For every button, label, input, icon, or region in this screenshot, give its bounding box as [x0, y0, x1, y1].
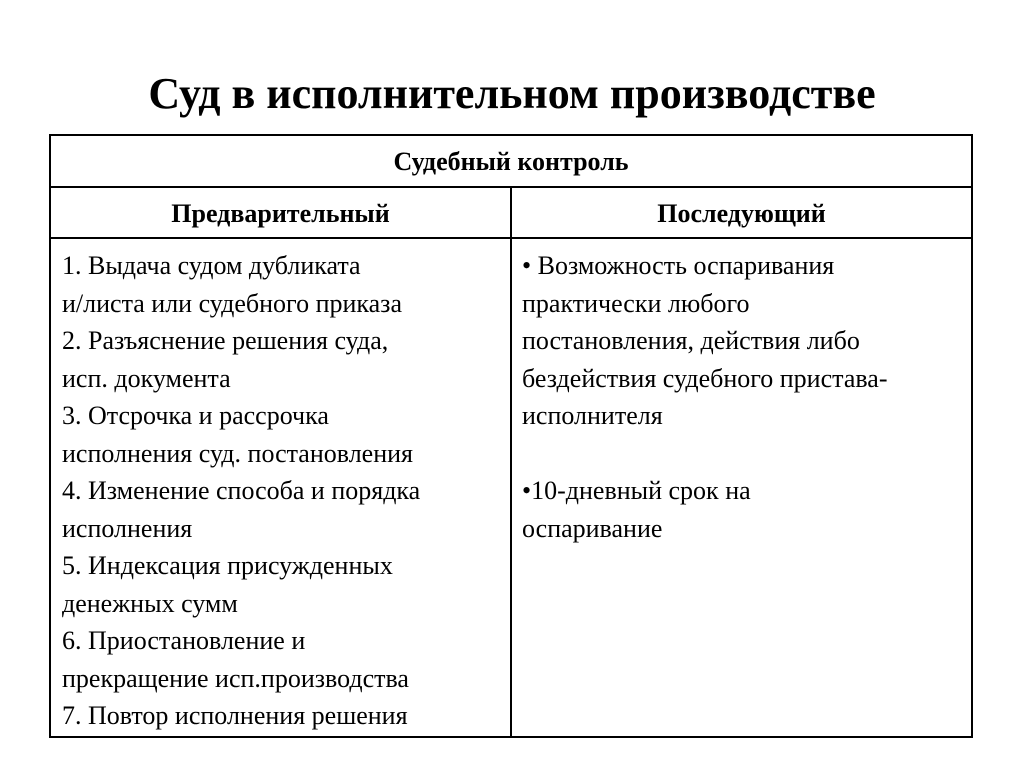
list-item: бездействия судебного пристава- [522, 363, 888, 393]
list-item: и/листа или судебного приказа [62, 288, 402, 318]
list-item: 4. Изменение способа и порядка [62, 476, 421, 505]
preliminary-cell [51, 239, 512, 736]
spacer [522, 435, 971, 473]
list-item: 7. Повтор исполнения решения [62, 701, 408, 730]
list-item: 5. Индексация присужденных [62, 551, 393, 580]
list-item: исполнения суд. постановления [62, 438, 413, 468]
list-item: постановления, действия либо [522, 326, 860, 355]
judicial-control-table [49, 134, 973, 738]
list-item: •10-дневный срок на [522, 476, 751, 505]
list-item: оспаривание [522, 513, 663, 543]
column-header-preliminary: Предварительный [51, 188, 512, 239]
list-item: прекращение исп.производства [62, 663, 409, 693]
list-item: денежных сумм [62, 588, 238, 618]
list-item: исполнителя [522, 401, 663, 430]
list-item: • Возможность оспаривания [522, 251, 835, 280]
subsequent-cell [512, 239, 971, 736]
list-item: практически любого [522, 288, 750, 318]
list-item: 3. Отсрочка и рассрочка [62, 401, 329, 430]
list-item: 6. Приостановление и [62, 626, 306, 655]
table-header: Судебный контроль [51, 136, 971, 188]
column-header-subsequent: Последующий [512, 188, 971, 239]
list-item: 2. Разъяснение решения суда, [62, 326, 389, 355]
list-item: 1. Выдача судом дубликата [62, 251, 361, 280]
list-item: исп. документа [62, 363, 231, 393]
list-item: исполнения [62, 513, 193, 543]
slide-title: Суд в исполнительном производстве [148, 69, 876, 118]
